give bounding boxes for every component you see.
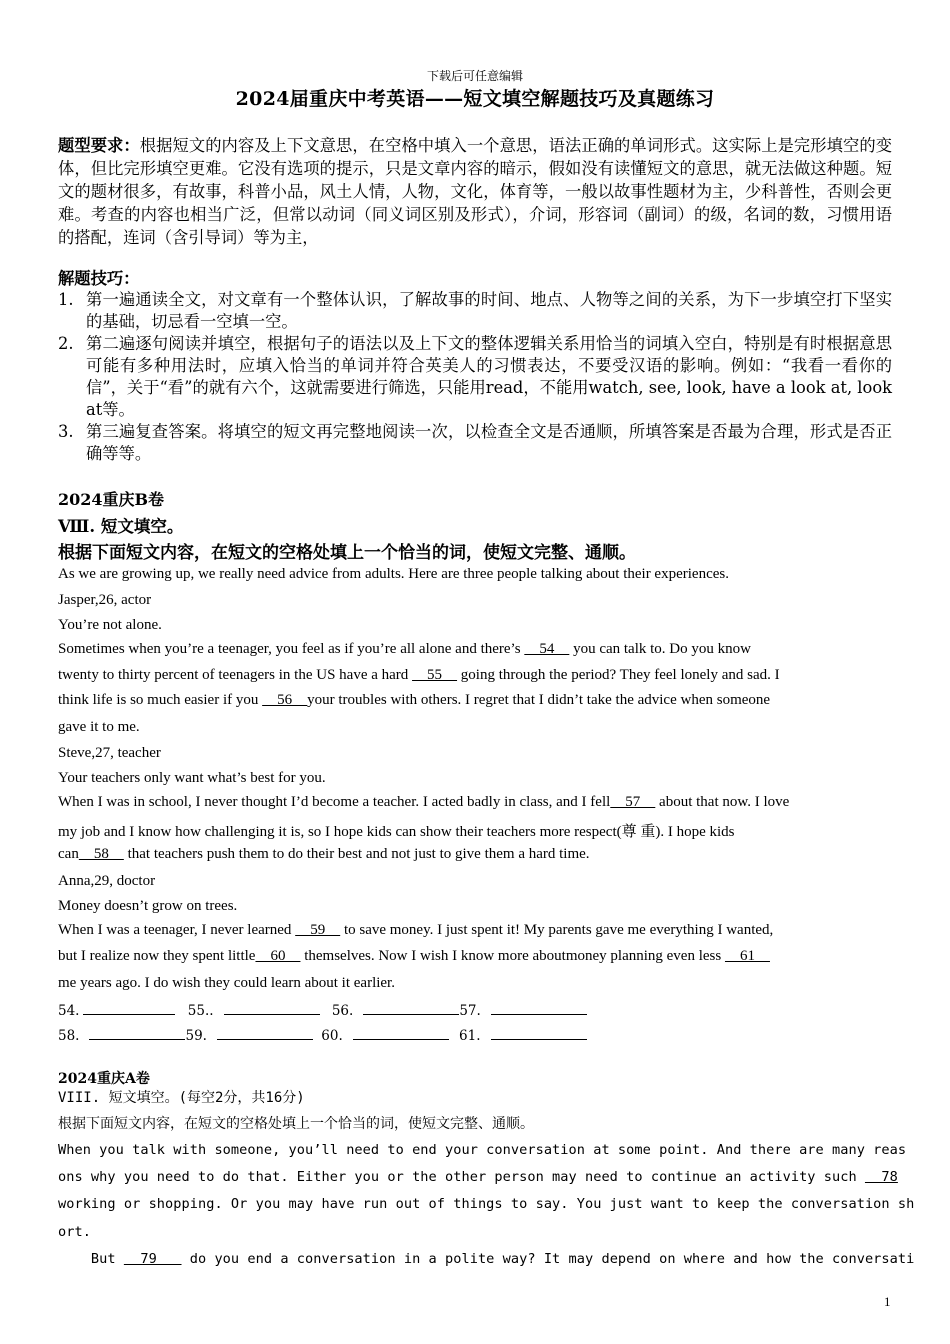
tip-text: 第二遍逐句阅读并填空，根据句子的语法以及上下文的整体逻辑关系用恰当的词填入空白，特别是有时根据意思可能有多种用法时，应填入恰当的单词并符合英美人的习惯表达，不要受汉语的影响。例如：“我看一看你的信”，关于“看”的就有六个，这就需要进行筛选，只能用read，不能用watch, see, look, have a look at, look at等。 [86, 334, 892, 419]
passage-line: ort. [58, 1224, 91, 1240]
text-run: themselves. Now I wish I know more aboutmoney planning even less [300, 948, 725, 964]
passage-line [58, 692, 898, 709]
text-run: When I was in school, I never thought I’d become a teacher. I acted badly in class, and I fell [58, 794, 611, 810]
passage-line [58, 846, 898, 863]
passage-line: You’re not alone. [58, 617, 162, 633]
passage-line: When you talk with someone, you’ll need to end your conversation at some point. And there are many reas [58, 1142, 907, 1158]
blank-60[interactable]: 60 [255, 948, 301, 964]
tip-number: 1. [58, 290, 74, 309]
text-run: twenty to thirty percent of teenagers in the US have a hard [58, 667, 413, 683]
passage-line [58, 794, 898, 811]
passage-line: Steve,27, teacher [58, 745, 161, 761]
passage-line: Anna,29, doctor [58, 873, 156, 889]
tip-item [58, 289, 892, 333]
section-a-heading: 2024重庆A卷 [58, 1071, 150, 1087]
text-run: Sometimes when you’re a teenager, you feel as if you’re all alone and there’s [58, 641, 525, 657]
answer-label: 55.. [187, 1003, 214, 1019]
tip-text: 第三遍复查答案。将填空的短文再完整地阅读一次，以检查全文是否通顺，所填答案是否最为合理，形式是否正确等等。 [86, 422, 892, 463]
tips-list [58, 289, 892, 465]
text-run: about that now. I love [655, 794, 790, 810]
section-b-part: Ⅷ. 短文填空。 [58, 517, 184, 536]
passage-line: my job and I know how challenging it is, so I hope kids can show their teachers more respect(尊 重). I hope kids [58, 824, 735, 840]
tip-text: 第一遍通读全文，对文章有一个整体认识，了解故事的时间、地点、人物等之间的关系，为下一步填空打下坚实的基础，切忌看一空填一空。 [86, 290, 892, 331]
passage-line [58, 1251, 915, 1267]
answer-blank[interactable] [353, 1027, 449, 1040]
answer-label: 59. [185, 1028, 207, 1044]
passage-line: me years ago. I do wish they could learn about it earlier. [58, 975, 395, 991]
blank-58[interactable]: 58 [78, 846, 124, 862]
answer-label: 54. [58, 1003, 80, 1019]
passage-line: Jasper,26, actor [58, 592, 152, 608]
intro-text: 根据短文的内容及上下文意思，在空格中填入一个意思，语法正确的单词形式。这实际上是完形填空的变体，但比完形填空更难。它没有选项的提示，只是文章内容的暗示，假如没有读懂短文的意思，就无法做这种题。短文的题材很多，有故事，科普小品，风土人情，人物，文化，体育等，一般以故事性题材为主，少科普性，否则会更难。考查的内容也相当广泛，但常以动词（同义词区别及形式），介词，形容词（副词）的级，名词的数，习惯用语的搭配，连词（含引导词）等为主， [58, 136, 892, 247]
intro-label: 题型要求： [58, 136, 140, 155]
passage-line: Money doesn’t grow on trees. [58, 898, 238, 914]
passage-line [58, 922, 898, 939]
answer-blank[interactable] [83, 1002, 175, 1015]
passage-line [58, 948, 898, 965]
page-number: 1 [884, 1294, 891, 1309]
answer-blank[interactable] [224, 1002, 320, 1015]
passage-line: gave it to me. [58, 719, 140, 735]
blank-78[interactable]: 78 [864, 1169, 898, 1185]
answer-blank[interactable] [491, 1002, 587, 1015]
text-run: can [58, 846, 79, 862]
tip-item [58, 333, 892, 421]
answer-blank[interactable] [89, 1027, 185, 1040]
answer-row [58, 1027, 587, 1044]
passage-line [58, 1169, 898, 1185]
answer-label: 60. [321, 1028, 343, 1044]
text-run: do you end a conversation in a polite way? It may depend on where and how the conversati [181, 1251, 915, 1267]
blank-56[interactable]: 56 [262, 692, 308, 708]
text-run: going through the period? They feel lonely and sad. I [457, 667, 780, 683]
page-title: 2024届重庆中考英语——短文填空解题技巧及真题练习 [235, 88, 715, 110]
answer-label: 57. [459, 1003, 481, 1019]
answer-label: 56. [331, 1003, 354, 1019]
answer-blank[interactable] [217, 1027, 313, 1040]
blank-55[interactable]: 55 [412, 667, 458, 683]
answer-label: 58. [58, 1028, 80, 1044]
passage-line [58, 667, 898, 684]
tip-item [58, 421, 892, 465]
text-run: your troubles with others. I regret that I didn’t take the advice when someone [307, 692, 771, 708]
passage-line: working or shopping. Or you may have run out of things to say. You just want to keep the conversation sh [58, 1196, 915, 1212]
answer-row [58, 1002, 587, 1019]
header-note: 下载后可任意编辑 [426, 69, 523, 83]
intro-paragraph [58, 134, 892, 249]
tip-number: 3. [58, 422, 74, 441]
text-run: that teachers push them to do their best and not just to give them a hard time. [123, 846, 590, 862]
tips-heading: 解题技巧： [58, 269, 140, 288]
passage-line [58, 641, 898, 658]
passage-line: Your teachers only want what’s best for you. [58, 770, 326, 786]
tip-number: 2. [58, 334, 74, 353]
text-run: think life is so much easier if you [58, 692, 263, 708]
section-b-heading: 2024重庆B卷 [58, 490, 165, 509]
text-run: but I realize now they spent little [58, 948, 256, 964]
section-a-instruction: 根据下面短文内容，在短文的空格处填上一个恰当的词，使短文完整、通顺。 [58, 1116, 534, 1132]
blank-79[interactable]: 79 [123, 1251, 182, 1267]
passage-line: As we are growing up, we really need advice from adults. Here are three people talking about their experiences. [58, 566, 729, 582]
blank-54[interactable]: 54 [524, 641, 570, 657]
answer-label: 61. [459, 1028, 481, 1044]
text-run: But [58, 1251, 124, 1267]
section-a-part: VIII. 短文填空。(每空2分，共16分) [58, 1090, 305, 1106]
text-run: to save money. I just spent it! My parents gave me everything I wanted, [340, 922, 774, 938]
text-run: ons why you need to do that. Either you or the other person may need to continue an activity such [58, 1169, 865, 1185]
text-run: you can talk to. Do you know [569, 641, 751, 657]
blank-61[interactable]: 61 [724, 948, 770, 964]
blank-57[interactable]: 57 [610, 794, 656, 810]
answer-blank[interactable] [491, 1027, 587, 1040]
section-b-instruction: 根据下面短文内容，在短文的空格处填上一个恰当的词，使短文完整、通顺。 [58, 543, 636, 563]
blank-59[interactable]: 59 [295, 922, 341, 938]
text-run: When I was a teenager, I never learned [58, 922, 296, 938]
answer-blank[interactable] [363, 1002, 459, 1015]
